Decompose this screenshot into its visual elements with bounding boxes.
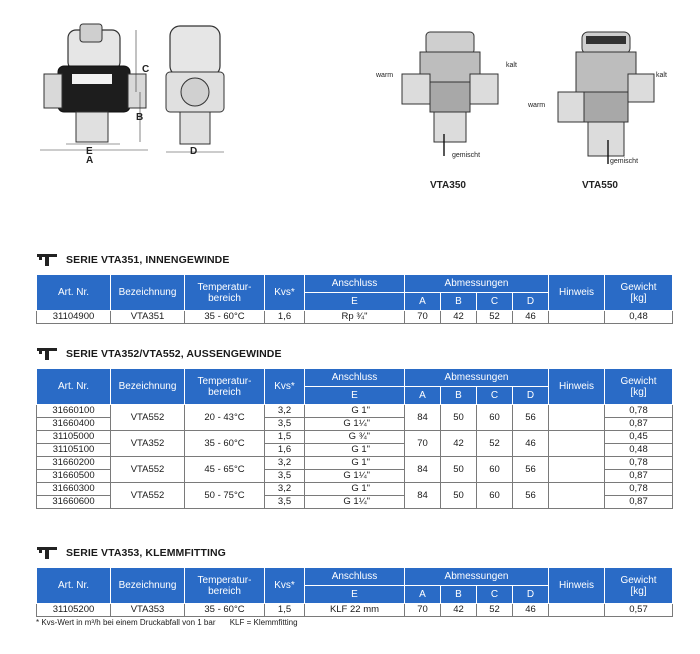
section-title: [36, 346, 672, 362]
front-view-drawing: [36, 22, 156, 182]
cell-bez: VTA353: [111, 604, 185, 617]
header-kvs: Kvs*: [265, 568, 305, 604]
header-row: [37, 275, 673, 293]
header-hinweis: Hinweis: [549, 369, 605, 405]
cell-kvs: 3,2: [265, 405, 305, 418]
cell-temp: 20 - 43°C: [185, 405, 265, 431]
header-dim-b: B: [441, 586, 477, 604]
header-art-nr: Art. Nr.: [37, 568, 111, 604]
header-anschluss: Anschluss: [305, 568, 405, 586]
header-anschluss: Anschluss: [305, 275, 405, 293]
cell-a: 84: [405, 483, 441, 509]
section-vta351: [36, 252, 672, 324]
vta352-vta552-table: [36, 368, 673, 509]
cell-anschluss: G 1¼": [305, 418, 405, 431]
cell-art: 31105100: [37, 444, 111, 457]
technical-drawings: [0, 0, 700, 240]
cell-art: 31660300: [37, 483, 111, 496]
vta351-table: [36, 274, 673, 324]
header-temperatur-line2: bereich: [208, 292, 241, 304]
cell-art: 31104900: [37, 311, 111, 324]
cell-kvs: 3,2: [265, 457, 305, 470]
cell-gewicht: 0,87: [605, 470, 673, 483]
table-header: [37, 369, 673, 405]
header-temperatur: [185, 568, 265, 604]
cell-a: 84: [405, 457, 441, 483]
cell-d: 46: [513, 604, 549, 617]
vta350-gemischt-label: gemischt: [452, 152, 481, 159]
cell-c: 60: [477, 457, 513, 483]
header-anschluss-e: E: [305, 293, 405, 311]
vta350-kalt-label: kalt: [506, 62, 517, 69]
cell-gewicht: 0,78: [605, 483, 673, 496]
cell-b: 50: [441, 457, 477, 483]
side-view-drawing: [160, 22, 230, 162]
header-temperatur-line1: Temperatur-: [197, 375, 252, 387]
header-gewicht: [605, 275, 673, 311]
cell-kvs: 1,6: [265, 444, 305, 457]
header-kvs: Kvs*: [265, 369, 305, 405]
vta550-cross-section: [556, 30, 656, 170]
cell-c: 60: [477, 405, 513, 431]
header-gewicht-line2: [kg]: [630, 585, 647, 597]
vta350-cross-section: [400, 30, 500, 160]
cell-art: 31105200: [37, 604, 111, 617]
valve-t-icon: [36, 546, 58, 560]
vta550-kalt-label: kalt: [656, 72, 667, 79]
header-gewicht: [605, 369, 673, 405]
header-dim-a: A: [405, 293, 441, 311]
section-title-text: SERIE VTA351, INNENGEWINDE: [66, 254, 230, 266]
header-bezeichnung: Bezeichnung: [111, 275, 185, 311]
header-hinweis: Hinweis: [549, 275, 605, 311]
cell-hinweis: [549, 431, 605, 457]
cell-bez: VTA552: [111, 457, 185, 483]
cell-anschluss: G 1": [305, 444, 405, 457]
section-vta353: [36, 545, 672, 617]
cell-a: 70: [405, 431, 441, 457]
cell-temp: 35 - 60°C: [185, 431, 265, 457]
cell-temp: 35 - 60°C: [185, 311, 265, 324]
header-temperatur: [185, 275, 265, 311]
cell-gewicht: 0,87: [605, 418, 673, 431]
table-body: [37, 405, 673, 509]
cell-kvs: 1,5: [265, 431, 305, 444]
section-title: [36, 545, 672, 561]
valve-t-icon: [36, 347, 58, 361]
cell-kvs: 3,2: [265, 483, 305, 496]
header-gewicht-line1: Gewicht: [620, 281, 657, 293]
cell-temp: 45 - 65°C: [185, 457, 265, 483]
cell-anschluss: G 1": [305, 483, 405, 496]
vta350-model-label: VTA350: [430, 180, 466, 191]
cell-gewicht: 0,48: [605, 311, 673, 324]
cell-kvs: 3,5: [265, 470, 305, 483]
vta353-table: [36, 567, 673, 617]
table-row: [37, 431, 673, 444]
header-dim-c: C: [477, 586, 513, 604]
cell-b: 42: [441, 431, 477, 457]
cell-a: 70: [405, 604, 441, 617]
header-gewicht-line1: Gewicht: [620, 574, 657, 586]
table-row: [37, 457, 673, 470]
cell-anschluss: G 1": [305, 457, 405, 470]
cell-gewicht: 0,57: [605, 604, 673, 617]
cell-gewicht: 0,48: [605, 444, 673, 457]
cell-hinweis: [549, 604, 605, 617]
header-bezeichnung: Bezeichnung: [111, 369, 185, 405]
cell-c: 52: [477, 311, 513, 324]
header-gewicht: [605, 568, 673, 604]
cell-d: 46: [513, 431, 549, 457]
cell-anschluss: G 1¼": [305, 496, 405, 509]
vta550-model-label: VTA550: [582, 180, 618, 191]
section-vta352-vta552: [36, 346, 672, 509]
cell-a: 84: [405, 405, 441, 431]
header-art-nr: Art. Nr.: [37, 369, 111, 405]
valve-t-icon: [36, 253, 58, 267]
table-body: [37, 604, 673, 617]
cell-hinweis: [549, 483, 605, 509]
header-dim-a: A: [405, 586, 441, 604]
cell-temp: 35 - 60°C: [185, 604, 265, 617]
cell-art: 31105000: [37, 431, 111, 444]
cell-art: 31660400: [37, 418, 111, 431]
header-temperatur-line2: bereich: [208, 386, 241, 398]
cell-b: 50: [441, 405, 477, 431]
dim-label-d: D: [190, 146, 198, 157]
header-anschluss-e: E: [305, 387, 405, 405]
cell-b: 50: [441, 483, 477, 509]
header-dim-a: A: [405, 387, 441, 405]
table-row: [37, 604, 673, 617]
cell-kvs: 3,5: [265, 418, 305, 431]
cell-b: 42: [441, 604, 477, 617]
table-row: [37, 405, 673, 418]
cell-anschluss: Rp ¾": [305, 311, 405, 324]
vta550-gemischt-label: gemischt: [610, 158, 639, 165]
header-gewicht-line1: Gewicht: [620, 375, 657, 387]
dim-label-c: C: [142, 64, 150, 75]
cell-anschluss: G ¾": [305, 431, 405, 444]
cell-art: 31660100: [37, 405, 111, 418]
header-temperatur-line1: Temperatur-: [197, 574, 252, 586]
dim-label-e-visible: E: [86, 146, 93, 157]
table-row: [37, 483, 673, 496]
vta350-warm-label: warm: [376, 72, 394, 79]
header-bezeichnung: Bezeichnung: [111, 568, 185, 604]
cell-art: 31660500: [37, 470, 111, 483]
footnotes: [36, 618, 310, 627]
cell-b: 42: [441, 311, 477, 324]
cell-gewicht: 0,45: [605, 431, 673, 444]
header-anschluss: Anschluss: [305, 369, 405, 387]
header-row: [37, 369, 673, 387]
cell-gewicht: 0,78: [605, 405, 673, 418]
cell-kvs: 1,6: [265, 311, 305, 324]
header-gewicht-line2: [kg]: [630, 292, 647, 304]
header-dim-b: B: [441, 293, 477, 311]
table-header: [37, 568, 673, 604]
cell-bez: VTA351: [111, 311, 185, 324]
header-abmessungen: Abmessungen: [405, 369, 549, 387]
header-temperatur-line2: bereich: [208, 585, 241, 597]
cell-hinweis: [549, 405, 605, 431]
cell-hinweis: [549, 311, 605, 324]
header-dim-d: D: [513, 387, 549, 405]
section-title-text: SERIE VTA352/VTA552, AUSSENGEWINDE: [66, 348, 282, 360]
header-dim-b: B: [441, 387, 477, 405]
table-body: [37, 311, 673, 324]
vta550-warm-label: warm: [528, 102, 546, 109]
section-title: [36, 252, 672, 268]
header-kvs: Kvs*: [265, 275, 305, 311]
cell-bez: VTA552: [111, 483, 185, 509]
cell-d: 46: [513, 311, 549, 324]
cell-a: 70: [405, 311, 441, 324]
table-row: [37, 311, 673, 324]
header-row: [37, 568, 673, 586]
cell-d: 56: [513, 405, 549, 431]
header-abmessungen: Abmessungen: [405, 568, 549, 586]
cell-gewicht: 0,78: [605, 457, 673, 470]
cell-c: 52: [477, 431, 513, 457]
cell-c: 52: [477, 604, 513, 617]
table-header: [37, 275, 673, 311]
section-title-text: SERIE VTA353, KLEMMFITTING: [66, 547, 226, 559]
cell-art: 31660200: [37, 457, 111, 470]
cell-anschluss: KLF 22 mm: [305, 604, 405, 617]
cell-bez: VTA352: [111, 431, 185, 457]
cell-d: 56: [513, 483, 549, 509]
header-dim-c: C: [477, 293, 513, 311]
header-art-nr: Art. Nr.: [37, 275, 111, 311]
header-gewicht-line2: [kg]: [630, 386, 647, 398]
cell-bez: VTA552: [111, 405, 185, 431]
cell-anschluss: G 1": [305, 405, 405, 418]
cell-anschluss: G 1¼": [305, 470, 405, 483]
header-temperatur: [185, 369, 265, 405]
header-temperatur-line1: Temperatur-: [197, 281, 252, 293]
header-dim-c: C: [477, 387, 513, 405]
cell-gewicht: 0,87: [605, 496, 673, 509]
cell-kvs: 1,5: [265, 604, 305, 617]
cell-d: 56: [513, 457, 549, 483]
cell-art: 31660600: [37, 496, 111, 509]
header-dim-d: D: [513, 586, 549, 604]
cell-kvs: 3,5: [265, 496, 305, 509]
dim-label-a: A: [86, 155, 94, 166]
header-anschluss-e: E: [305, 586, 405, 604]
kvs-footnote: * Kvs-Wert in m³/h bei einem Druckabfall von 1 bar: [36, 618, 216, 627]
header-abmessungen: Abmessungen: [405, 275, 549, 293]
dim-label-b: B: [136, 112, 144, 123]
cell-temp: 50 - 75°C: [185, 483, 265, 509]
klf-footnote: KLF = Klemmfitting: [229, 618, 298, 627]
cell-hinweis: [549, 457, 605, 483]
cell-c: 60: [477, 483, 513, 509]
header-dim-d: D: [513, 293, 549, 311]
header-hinweis: Hinweis: [549, 568, 605, 604]
